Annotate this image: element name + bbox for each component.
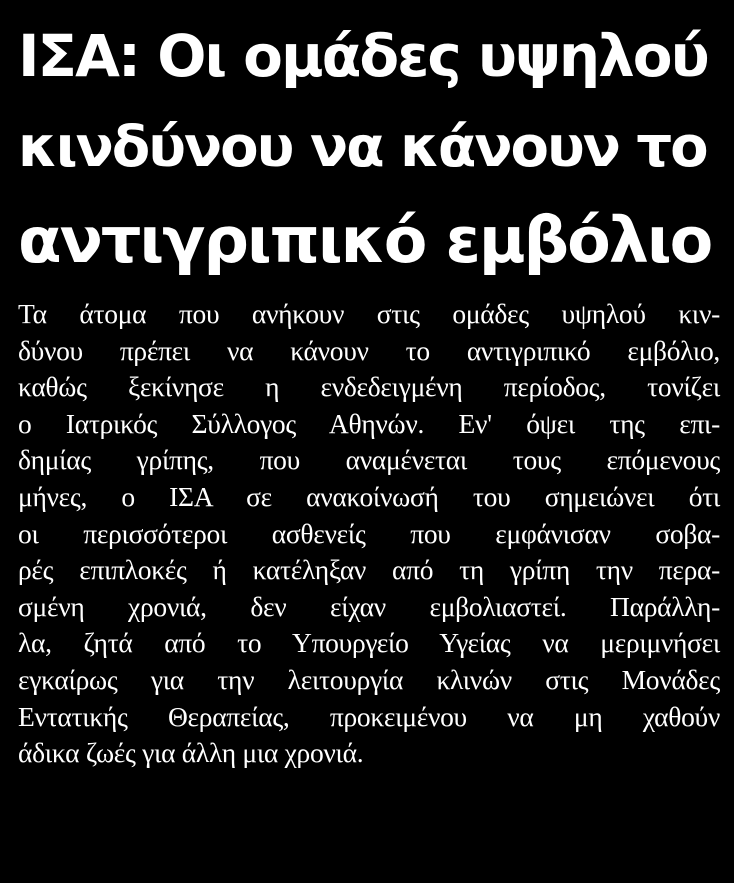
news-article — [18, 10, 720, 772]
body-line: εγκαίρως για την λειτουργία κλινών στις Μονάδες — [18, 663, 720, 695]
body-line: ρές επιπλοκές ή κατέληξαν από τη γρίπη την περα- — [18, 554, 720, 586]
headline-line: κινδύνου να κάνουν το — [18, 115, 707, 180]
headline-line: ΙΣΑ: Οι ομάδες υψηλού — [18, 22, 708, 90]
article-body — [18, 296, 720, 772]
body-line: μήνες, ο ΙΣΑ σε ανακοίνωσή του σημειώνει ότι — [18, 480, 720, 512]
headline — [18, 10, 720, 286]
body-line: καθώς ξεκίνησε η ενδεδειγμένη περίοδος, τονίζει — [18, 371, 720, 403]
body-line: Εντατικής Θεραπείας, προκειμένου να μη χαθούν — [18, 700, 720, 732]
body-line: Τα άτομα που ανήκουν στις ομάδες υψηλού κιν- — [18, 298, 720, 329]
body-line: ο Ιατρικός Σύλλογος Αθηνών. Εν' όψει της επι- — [18, 407, 720, 439]
body-line: οι περισσότεροι ασθενείς που εμφάνισαν σοβα- — [18, 517, 720, 549]
body-line: λα, ζητά από το Υπουργείο Υγείας να μεριμνήσει — [18, 627, 720, 659]
headline-line: αντιγριπικό εμβόλιο — [18, 203, 712, 277]
body-line: δύνου πρέπει να κάνουν το αντιγριπικό εμβόλιο, — [18, 334, 720, 366]
body-line: άδικα ζωές για άλλη μια χρονιά. — [18, 737, 364, 769]
body-line: σμένη χρονιά, δεν είχαν εμβολιαστεί. Παράλλη- — [18, 590, 720, 622]
body-line: δημίας γρίπης, που αναμένεται τους επόμενους — [18, 444, 720, 476]
